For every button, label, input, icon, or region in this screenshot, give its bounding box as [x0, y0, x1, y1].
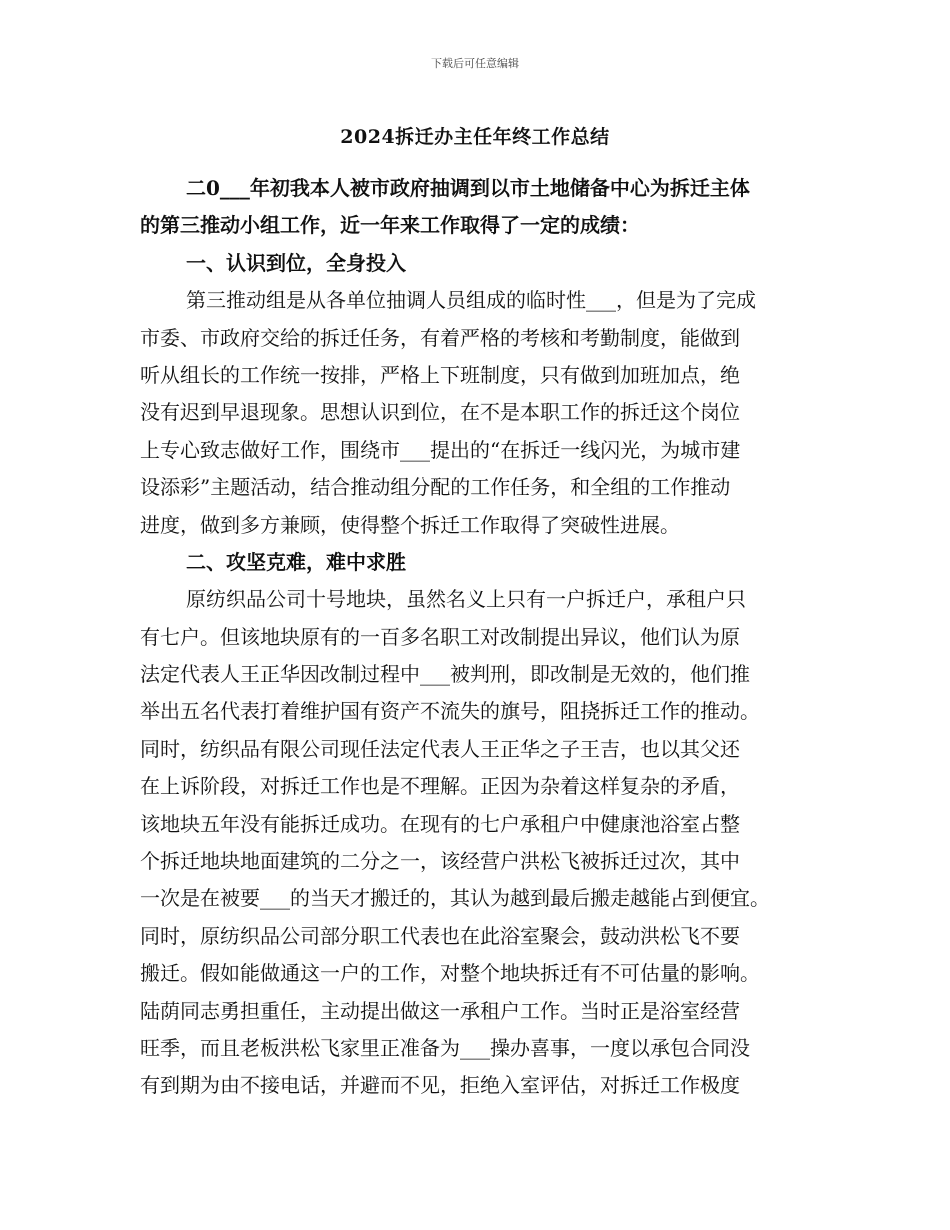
intro-line: 的第三推动小组工作，近一年来工作取得了一定的成绩： — [140, 213, 640, 238]
paragraph-line: 在上诉阶段，对拆迁工作也是不理解。正因为杂着这样复杂的矛盾， — [140, 774, 740, 799]
paragraph-line: 第三推动组是从各单位抽调人员组成的临时性___，但是为了完成 — [186, 288, 756, 313]
paragraph-line: 同时，原纺织品公司部分职工代表也在此浴室聚会，鼓动洪松飞不要 — [140, 923, 740, 948]
paragraph-line: 举出五名代表打着维护国有资产不流失的旗号，阻挠拆迁工作的推动。 — [140, 699, 760, 724]
document-title: 2024拆迁办主任年终工作总结 — [340, 126, 610, 148]
paragraph-line: 有到期为由不接电话，并避而不见，拒绝入室评估，对拆迁工作极度 — [140, 1073, 740, 1098]
paragraph-line: 进度，做到多方兼顾，使得整个拆迁工作取得了突破性进展。 — [140, 512, 680, 537]
paragraph-line: 旺季，而且老板洪松飞家里正准备为___操办喜事，一度以承包合同没 — [140, 1035, 750, 1060]
paragraph-line: 有七户。但该地块原有的一百多名职工对改制提出异议，他们认为原 — [140, 624, 740, 649]
paragraph-line: 一次是在被要___的当天才搬迁的，其认为越到最后搬走越能占到便宜。 — [140, 886, 770, 911]
paragraph-line: 该地块五年没有能拆迁成功。在现有的七户承租户中健康池浴室占整 — [140, 811, 740, 836]
paragraph-line: 市委、市政府交给的拆迁任务，有着严格的考核和考勤制度，能做到 — [140, 325, 740, 350]
paragraph-line: 搬迁。假如能做通这一户的工作，对整个地块拆迁有不可估量的影响。 — [140, 961, 760, 986]
section-heading: 二、攻坚克难，难中求胜 — [186, 549, 406, 574]
paragraph-line: 原纺织品公司十号地块，虽然名义上只有一户拆迁户，承租户只 — [186, 587, 746, 612]
paragraph-line: 个拆迁地块地面建筑的二分之一，该经营户洪松飞被拆迁过次，其中 — [140, 849, 740, 874]
paragraph-line: 上专心致志做好工作，围绕市___提出的“在拆迁一线闪光，为城市建 — [140, 437, 741, 462]
paragraph-line: 同时，纺织品有限公司现任法定代表人王正华之子王吉，也以其父还 — [140, 736, 740, 761]
page-header-note: 下载后可任意编辑 — [431, 57, 519, 70]
paragraph-line: 设添彩”主题活动，结合推动组分配的工作任务，和全组的工作推动 — [140, 475, 731, 500]
intro-line: 二0___年初我本人被市政府抽调到以市土地储备中心为拆迁主体 — [186, 176, 750, 200]
paragraph-line: 陆荫同志勇担重任，主动提出做这一承租户工作。当时正是浴室经营 — [140, 998, 740, 1023]
paragraph-line: 法定代表人王正华因改制过程中___被判刑，即改制是无效的，他们推 — [140, 662, 750, 687]
document-body — [140, 170, 820, 1105]
paragraph-line: 没有迟到早退现象。思想认识到位，在不是本职工作的拆迁这个岗位 — [140, 400, 740, 425]
paragraph-line: 听从组长的工作统一按排，严格上下班制度，只有做到加班加点，绝 — [140, 362, 740, 387]
section-heading: 一、认识到位，全身投入 — [186, 250, 406, 275]
